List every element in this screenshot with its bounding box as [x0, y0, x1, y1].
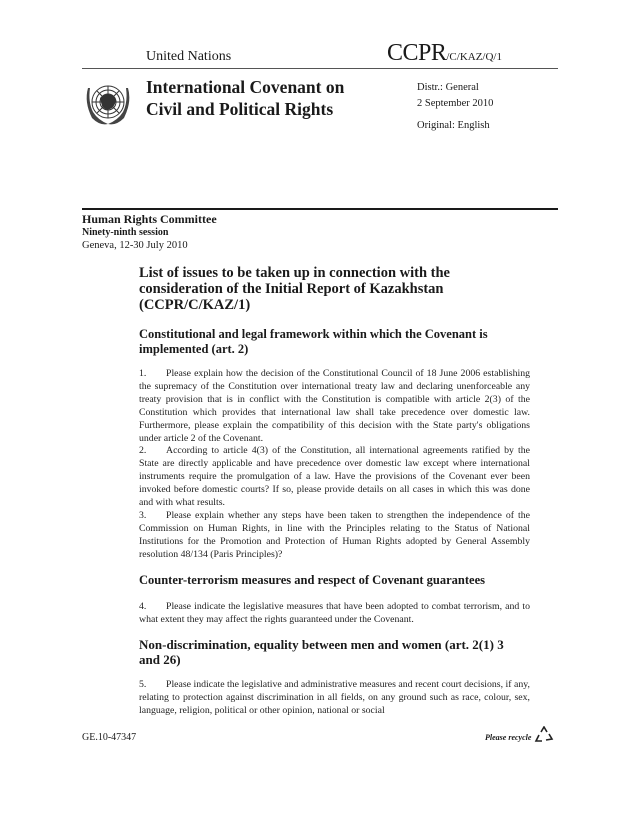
paragraph-number: 4.: [139, 601, 147, 612]
paragraph-3: [139, 509, 530, 561]
paragraph-number: 3.: [139, 510, 147, 521]
paragraph-text: Please indicate the legislative and administrative measures and recent court decisions, if any, relating to protection against discrimination in all fields, on any ground such as race, colour, sex, language, religion, political or other opinion, national or social: [139, 679, 530, 716]
covenant-title-line1: International Covenant on: [146, 77, 345, 97]
header-rule: [82, 68, 558, 69]
paragraph-number: 2.: [139, 445, 147, 456]
distribution-block: [417, 80, 493, 134]
paragraph-text: Please explain whether any steps have been taken to strengthen the independence of the Commission on Human Rights, in line with the Principles relating to the Status of National Institutions for the Promotion and Protection of Human Rights adopted by General Assembly resolution 48/134 (Paris Principles)?: [139, 510, 530, 560]
document-date: 2 September 2010: [417, 98, 494, 109]
document-symbol-sub: /C/KAZ/Q/1: [446, 51, 502, 63]
paragraph-text: Please indicate the legislative measures that have been adopted to combat terrorism, and to what extent they may affect the rights guaranteed under the Covenant.: [139, 601, 530, 625]
section-rule: [82, 208, 558, 210]
recycle-notice: [485, 726, 554, 749]
document-symbol: [387, 40, 502, 67]
covenant-title: [146, 76, 344, 120]
section-heading-constitutional-framework: Constitutional and legal framework within which the Covenant is implemented (art. 2): [139, 327, 488, 356]
committee-block: [82, 213, 217, 252]
committee-session: Ninety-ninth session: [82, 227, 169, 238]
paragraph-text: According to article 4(3) of the Constitution, all international agreements ratified by the State are directly applicable and have precedence over domestic law except where international instruments require the promulgation of a law. Have the provisions of the Covenant ever been invoked before domestic courts? If so, please provide details on all cases in which this was done and with what results.: [139, 445, 530, 508]
paragraph-5: [139, 678, 530, 717]
committee-name: Human Rights Committee: [82, 212, 217, 226]
distribution: Distr.: General: [417, 82, 479, 93]
un-emblem-icon: [80, 76, 136, 130]
paragraph-number: 1.: [139, 368, 147, 379]
original-language: Original: English: [417, 120, 490, 131]
document-symbol-main: CCPR: [387, 40, 447, 66]
recycle-text: Please recycle: [485, 733, 532, 742]
document-title: List of issues to be taken up in connection with the consideration of the Initial Report of Kazakhstan (CCPR/C/KAZ/1): [139, 265, 450, 313]
covenant-title-line2: Civil and Political Rights: [146, 99, 334, 119]
paragraph-2: [139, 444, 530, 509]
section-heading-non-discrimination: Non-discrimination, equality between men and women (art. 2(1) 3 and 26): [139, 637, 504, 667]
organization-name: United Nations: [146, 49, 232, 64]
paragraph-4: [139, 600, 530, 626]
paragraph-text: Please explain how the decision of the Constitutional Council of 18 June 2006 establishing the supremacy of the Constitution over international treaty law and declaring unenforceable any treaty provision that is in conflict with the Constitution is compatible with article 2(3) of the Constitution which provides that international law shall take precedence over domestic law. Furthermore, please explain the compatibility of this decision with the State party's obligations under article 2 of the Covenant.: [139, 368, 530, 444]
recycle-icon: [534, 726, 554, 749]
committee-location-dates: Geneva, 12-30 July 2010: [82, 240, 188, 251]
paragraph-number: 5.: [139, 679, 147, 690]
paragraph-1: [139, 367, 530, 445]
section-heading-counter-terrorism: Counter-terrorism measures and respect of Covenant guarantees: [139, 573, 486, 587]
job-number: GE.10-47347: [82, 732, 137, 743]
